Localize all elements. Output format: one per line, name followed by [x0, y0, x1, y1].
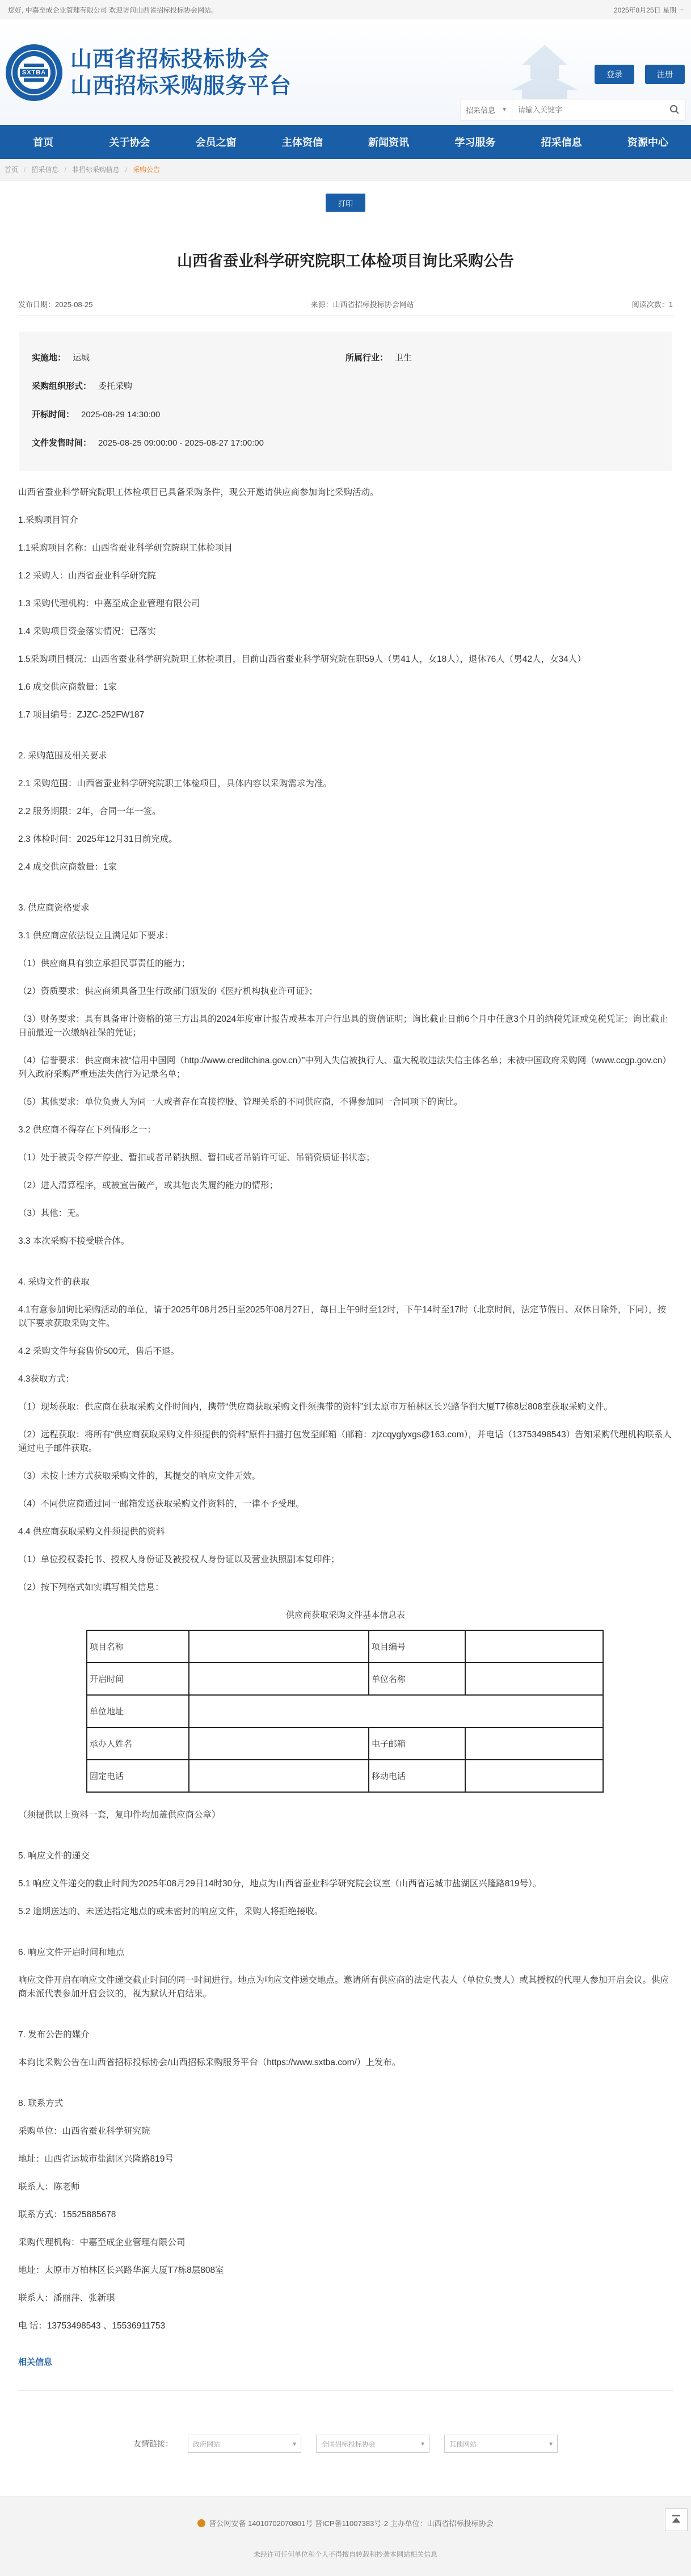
table-cell: 项目编号 — [369, 1630, 465, 1663]
record-text[interactable]: 晋公网安备 14010702070801号 晋ICP备11007383号-2 主办单位：山西省招标投标协会 — [209, 2519, 494, 2528]
chevron-down-icon: ▼ — [502, 106, 507, 113]
paragraph: 4.2 采购文件每套售价500元，售后不退。 — [18, 1346, 180, 1356]
paragraph: 3.3 本次采购不接受联合体。 — [18, 1236, 130, 1246]
section-heading: 3. 供应商资格要求 — [18, 903, 90, 913]
date-text: 2025年8月25日 星期一 — [613, 6, 683, 14]
nav-item-credit[interactable]: 主体资信 — [281, 137, 323, 148]
site-footer — [0, 2497, 691, 2576]
nav-item-procurement[interactable]: 招采信息 — [541, 137, 582, 148]
paragraph: （须提供以上资料一套，复印件均加盖供应商公章） — [18, 1810, 221, 1820]
search-input[interactable] — [512, 99, 664, 120]
breadcrumb-home[interactable]: 首页 — [5, 166, 19, 174]
paragraph: 4.3获取方式： — [18, 1374, 75, 1384]
form-value: 委托采购 — [98, 381, 133, 391]
section-heading: 6. 响应文件开启时间和地点 — [18, 1948, 125, 1957]
paragraph: 5.2 逾期送达的、未送达指定地点的或未密封的响应文件，采购人将拒绝接收。 — [18, 1907, 323, 1916]
police-badge-icon — [197, 2519, 205, 2527]
paragraph: （2）资质要求：供应商须具备卫生行政部门颁发的《医疗机构执业许可证》； — [18, 987, 318, 996]
table-cell — [189, 1727, 369, 1760]
article-meta — [18, 293, 673, 316]
friend-link-select-association[interactable] — [316, 2435, 429, 2453]
paragraph: （4）不同供应商通过同一邮箱发送获取采购文件资料的，一律不予受理。 — [18, 1499, 305, 1509]
paragraph: 2.2 服务期限：2年，合同一年一签。 — [18, 807, 161, 816]
open-time-value: 2025-08-29 14:30:00 — [81, 409, 161, 419]
paragraph: 联系人：陈老师 — [18, 2182, 80, 2192]
section-heading: 4. 采购文件的获取 — [18, 1277, 90, 1287]
paragraph: （3）财务要求：具有具备审计资格的第三方出具的2024年度审计报告或基本开户行出具的资信证明；询比截止日前6个月中任意3个月的纳税凭证或免税凭证；询比截止日前最近一次缴纳社保的凭证； — [18, 1014, 668, 1038]
table-cell: 固定电话 — [87, 1760, 189, 1792]
paragraph: 联系人：潘丽萍、张新琪 — [18, 2293, 115, 2303]
nav-item-about[interactable]: 关于协会 — [109, 137, 150, 148]
industry-value: 卫生 — [395, 353, 412, 363]
table-cell: 项目名称 — [87, 1630, 189, 1663]
friend-links — [0, 2391, 691, 2497]
select-value: 政府网站 — [193, 2440, 221, 2448]
print-button[interactable]: 打印 — [326, 194, 365, 212]
table-cell — [189, 1695, 603, 1727]
paragraph: 1.1采购项目名称：山西省蚕业科学研究院职工体检项目 — [18, 543, 233, 553]
select-value: 其他网站 — [449, 2440, 477, 2448]
paragraph: 地址：太原市万柏林区长兴路华润大厦T7栋8层808室 — [18, 2265, 224, 2275]
paragraph: 采购代理机构：中嘉至成企业管理有限公司 — [18, 2238, 186, 2247]
top-bar — [0, 0, 691, 19]
site-header — [0, 19, 691, 125]
table-cell: 开启时间 — [87, 1663, 189, 1695]
paragraph: 2.1 采购范围：山西省蚕业科学研究院职工体检项目，具体内容以采购需求为准。 — [18, 779, 332, 788]
table-cell — [189, 1630, 369, 1663]
friend-links-label: 友情链接： — [133, 2439, 173, 2448]
nav-item-news[interactable]: 新闻资讯 — [368, 137, 410, 148]
chevron-down-icon: ▾ — [420, 2440, 424, 2448]
article-content — [18, 486, 673, 2333]
site-logo[interactable] — [6, 44, 292, 101]
nav-item-resources[interactable]: 资源中心 — [627, 137, 668, 148]
table-cell: 单位地址 — [87, 1695, 189, 1727]
paragraph: （1）供应商具有独立承担民事责任的能力； — [18, 959, 191, 968]
paragraph: （1）处于被责令停产停业、暂扣或者吊销执照、暂扣或者吊销许可证、吊销资质证书状态； — [18, 1153, 375, 1163]
association-emblem-icon — [6, 44, 62, 101]
paragraph: （4）信誉要求：供应商未被“信用中国网（http://www.creditchina.gov.cn）”中列入失信被执行人、重大税收违法失信主体名单；未被中国政府采购网（www.ccgp.gov.cn）列入政府采购严重违法失信行为记录名单； — [18, 1056, 671, 1079]
login-button[interactable]: 登录 — [595, 65, 634, 84]
article-source: 来源：山西省招标投标协会网站 — [310, 300, 414, 309]
publish-date: 发布日期：2025-08-25 — [18, 300, 93, 309]
table-cell: 电子邮箱 — [369, 1727, 465, 1760]
breadcrumb-current: 采购公告 — [133, 166, 161, 174]
nav-item-learning[interactable]: 学习服务 — [454, 137, 496, 148]
paragraph: （2）按下列格式如实填写相关信息： — [18, 1583, 164, 1592]
article — [0, 225, 691, 2391]
paragraph: 山西省蚕业科学研究院职工体检项目已具备采购条件，现公开邀请供应商参加询比采购活动。 — [18, 488, 379, 497]
breadcrumb-separator: / — [125, 165, 128, 174]
breadcrumb-procurement[interactable]: 招采信息 — [31, 166, 59, 174]
paragraph: 联系方式：15525885678 — [18, 2210, 116, 2220]
project-info-box — [19, 332, 672, 471]
search-category-select[interactable] — [461, 99, 512, 120]
paragraph: 1.6 成交供应商数量：1家 — [18, 682, 117, 692]
table-row — [87, 1695, 603, 1727]
paragraph: 2.4 成交供应商数量：1家 — [18, 862, 117, 872]
article-title: 山西省蚕业科学研究院职工体检项目询比采购公告 — [177, 253, 514, 270]
table-cell — [465, 1760, 603, 1792]
breadcrumb — [0, 159, 691, 181]
paragraph: （5）其他要求：单位负责人为同一人或者存在直接控股、管理关系的不同供应商，不得参加同一合同项下的询比。 — [18, 1097, 463, 1107]
paragraph: （3）未按上述方式获取采购文件的，其提交的响应文件无效。 — [18, 1471, 261, 1481]
copyright-text: 未经许可任何单位和个人不得擅自转载和抄袭本网站相关信息 — [253, 2550, 437, 2558]
industry-label: 所属行业： — [346, 353, 389, 363]
paragraph: 1.3 采购代理机构：中嘉至成企业管理有限公司 — [18, 599, 200, 609]
paragraph: （1）现场获取：供应商在获取采购文件时间内，携带“供应商获取采购文件须携带的资料”到太原市万柏林区长兴路华润大厦T7栋8层808室获取采购文件。 — [18, 1402, 613, 1412]
doc-sale-label: 文件发售时间： — [32, 438, 92, 448]
table-row — [87, 1630, 603, 1663]
table-caption: 供应商获取采购文件基本信息表 — [285, 1610, 405, 1620]
search-icon[interactable] — [664, 99, 685, 120]
section-heading: 8. 联系方式 — [18, 2099, 64, 2108]
arrow-up-icon — [671, 2514, 682, 2525]
related-info-link[interactable]: 相关信息 — [18, 2356, 673, 2391]
table-cell — [189, 1663, 369, 1695]
paragraph: 响应文件开启在响应文件递交截止时间的同一时间进行。地点为响应文件递交地点。邀请所有供应商的法定代表人（单位负责人）或其授权的代理人参加开启会议。供应商未派代表参加开启会议的，视为默认开启结果。 — [18, 1975, 669, 1999]
supplier-info-table — [86, 1630, 604, 1793]
section-heading: 2. 采购范围及相关要求 — [18, 751, 107, 761]
paragraph: 采购单位：山西省蚕业科学研究院 — [18, 2126, 150, 2136]
search-box — [461, 99, 685, 120]
paragraph: 电 话：13753498543 、15536911753 — [18, 2321, 166, 2331]
select-value: 全国招标投标协会 — [321, 2440, 376, 2448]
site-title-main: 山西省招标投标协会 — [70, 48, 270, 72]
table-cell: 承办人姓名 — [87, 1727, 189, 1760]
table-row — [87, 1663, 603, 1695]
paragraph: 3.2 供应商不得存在下列情形之一： — [18, 1125, 156, 1135]
paragraph: （2）远程获取：将所有“供应商获取采购文件须提供的资料”原件扫描打包发至邮箱（邮箱：zjzcqyglyxgs@163.com），并电话（13753498543）告知采购代理机构联系人通过电子邮件获取。 — [18, 1430, 672, 1453]
logo-abbr: SXTBA — [20, 69, 48, 77]
paragraph: 本询比采购公告在山西省招标投标协会/山西招标采购服务平台（https://www.sxtba.com/）上发布。 — [18, 2058, 401, 2067]
paragraph: （2）进入清算程序，或被宣告破产，或其他丧失履约能力的情形； — [18, 1181, 279, 1190]
section-heading: 7. 发布公告的媒介 — [18, 2030, 90, 2040]
back-to-top-button[interactable] — [665, 2508, 688, 2531]
paragraph: 5.1 响应文件递交的截止时间为2025年08月29日14时30分，地点为山西省蚕业科学研究院会议室（山西省运城市盐湖区兴隆路819号）。 — [18, 1879, 542, 1889]
breadcrumb-separator: / — [64, 165, 66, 174]
nav-item-members[interactable]: 会员之窗 — [195, 137, 237, 148]
open-time-label: 开标时间： — [32, 409, 75, 419]
paragraph: 4.4 供应商获取采购文件须提供的资料 — [18, 1527, 165, 1537]
main-nav — [0, 125, 691, 159]
register-button[interactable]: 注册 — [645, 65, 685, 84]
table-cell — [189, 1760, 369, 1792]
chevron-down-icon: ▾ — [292, 2440, 296, 2448]
table-row — [87, 1727, 603, 1760]
paragraph: 1.4 采购项目资金落实情况：已落实 — [18, 627, 156, 636]
section-heading: 5. 响应文件的递交 — [18, 1851, 90, 1861]
paragraph: 1.2 采购人：山西省蚕业科学研究院 — [18, 571, 156, 581]
breadcrumb-non-tender[interactable]: 非招标采购信息 — [71, 166, 120, 174]
paragraph: 地址：山西省运城市盐湖区兴隆路819号 — [18, 2154, 174, 2164]
form-label: 采购组织形式： — [32, 381, 92, 391]
table-cell: 移动电话 — [369, 1760, 465, 1792]
paragraph: 4.1有意参加询比采购活动的单位，请于2025年08月25日至2025年08月27日，每日上午9时至12时，下午14时至17时（北京时间，法定节假日、双休日除外，下同），按以下要求获取采购文件。 — [18, 1305, 667, 1328]
search-category-label: 招采信息 — [466, 106, 496, 115]
table-row — [87, 1760, 603, 1792]
friend-link-select-gov[interactable] — [188, 2435, 301, 2453]
table-cell — [465, 1630, 603, 1663]
table-cell — [465, 1727, 603, 1760]
friend-link-select-other[interactable] — [444, 2435, 558, 2453]
paragraph: （3）其他：无。 — [18, 1209, 85, 1218]
location-value: 运城 — [73, 353, 90, 363]
paragraph: 2.3 体检时间：2025年12月31日前完成。 — [18, 834, 178, 844]
location-label: 实施地： — [32, 353, 66, 363]
paragraph: （1）单位授权委托书、授权人身份证及被授权人身份证以及营业执照副本复印件； — [18, 1555, 340, 1564]
view-count: 阅读次数：1 — [631, 300, 673, 309]
paragraph: 1.7 项目编号：ZJZC-252FW187 — [18, 710, 145, 720]
breadcrumb-separator: / — [24, 165, 26, 174]
table-cell: 单位名称 — [369, 1663, 465, 1695]
welcome-text: 您好, 中嘉至成企业管理有限公司 欢迎访问山西省招标投标协会网站。 — [8, 6, 218, 14]
site-title-sub: 山西招标采购服务平台 — [70, 74, 292, 98]
table-cell — [465, 1663, 603, 1695]
chevron-down-icon: ▾ — [549, 2440, 553, 2448]
paragraph: 3.1 供应商应依法设立且满足如下要求： — [18, 931, 174, 941]
paragraph: 1.5采购项目概况：山西省蚕业科学研究院职工体检项目，目前山西省蚕业科学研究院在职59人（男41人，女18人），退休76人（男42人，女34人） — [18, 655, 586, 664]
doc-sale-value: 2025-08-25 09:00:00 - 2025-08-27 17:00:00 — [98, 438, 264, 448]
section-heading: 1.采购项目简介 — [18, 515, 78, 525]
nav-item-home[interactable]: 首页 — [33, 137, 54, 148]
